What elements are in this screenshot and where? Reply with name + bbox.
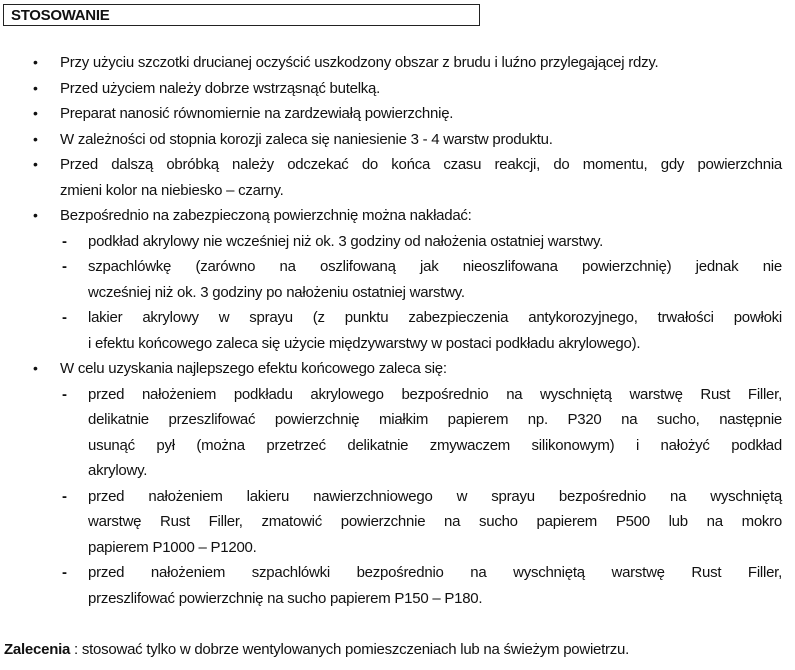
sub-item bbox=[0, 560, 795, 611]
sub-item bbox=[0, 305, 795, 356]
dash-icon: - bbox=[62, 385, 67, 403]
text-line: Przed użyciem należy dobrze wstrząsnąć butelką. bbox=[60, 79, 381, 97]
bullet-item bbox=[0, 101, 795, 127]
bullet-item bbox=[0, 356, 795, 382]
section-title: STOSOWANIE bbox=[11, 7, 110, 24]
text-line: papierem P1000 – P1200. bbox=[88, 538, 257, 556]
usage-list bbox=[0, 50, 795, 611]
bullet-icon: • bbox=[33, 79, 38, 96]
text-line: przed nałożeniem szpachlówki bezpośrednio na wyschniętą warstwę Rust Filler, bbox=[88, 564, 782, 581]
sub-item bbox=[0, 229, 795, 255]
text-line: warstwę Rust Filler, zmatowić powierzchnie na sucho papierem P500 lub na mokro bbox=[88, 513, 782, 530]
dash-icon: - bbox=[62, 564, 67, 581]
text-line: szpachlówkę (zarówno na oszlifowaną jak nieoszlifowana powierzchnię) jednak nie bbox=[88, 258, 782, 275]
text-line: Bezpośrednio na zabezpieczoną powierzchnię można nakładać: bbox=[60, 207, 472, 224]
bullet-icon: • bbox=[33, 54, 38, 70]
text-line: przed nałożeniem lakieru nawierzchniowego w sprayu bezpośrednio na wyschniętą bbox=[88, 487, 782, 505]
text-line: W zależności od stopnia korozji zaleca się naniesienie 3 - 4 warstw produktu. bbox=[60, 130, 553, 148]
recommendation-label: Zalecenia bbox=[4, 641, 71, 658]
bullet-icon: • bbox=[33, 207, 38, 223]
text-line: Przed dalszą obróbką należy odczekać do końca czasu reakcji, do momentu, gdy powierzchnia bbox=[60, 156, 782, 173]
text-line: zmieni kolor na niebiesko – czarny. bbox=[60, 181, 284, 199]
bullet-icon: • bbox=[33, 156, 38, 172]
text-line: akrylowy. bbox=[88, 462, 148, 479]
bullet-item bbox=[0, 50, 795, 76]
bullet-item bbox=[0, 76, 795, 102]
text-line: lakier akrylowy w sprayu (z punktu zabezpieczenia antykorozyjnego, trwałości powłoki bbox=[88, 309, 782, 326]
text-line: wcześniej niż ok. 3 godziny po nałożeniu ostatniej warstwy. bbox=[88, 283, 465, 301]
text-line: delikatnie przeszlifować powierzchnię miałkim papierem np. P320 na sucho, następnie bbox=[88, 411, 782, 428]
sub-item bbox=[0, 382, 795, 484]
bullet-icon: • bbox=[33, 130, 38, 147]
section-title-box bbox=[3, 4, 480, 26]
text-line: podkład akrylowy nie wcześniej niż ok. 3 godziny od nałożenia ostatniej warstwy. bbox=[88, 232, 603, 250]
dash-icon: - bbox=[62, 309, 67, 326]
dash-icon: - bbox=[62, 487, 67, 505]
recommendation-note bbox=[4, 637, 629, 663]
sub-item bbox=[0, 254, 795, 305]
dash-icon: - bbox=[62, 232, 67, 250]
text-line: przeszlifować powierzchnię na sucho papierem P150 – P180. bbox=[88, 589, 483, 607]
text-line: i efektu końcowego zaleca się użycie międzywarstwy w postaci podkładu akrylowego). bbox=[88, 334, 641, 352]
bullet-icon: • bbox=[33, 360, 38, 376]
dash-icon: - bbox=[62, 258, 67, 275]
text-line: przed nałożeniem podkładu akrylowego bezpośrednio na wyschniętą warstwę Rust Filler, bbox=[88, 385, 782, 403]
bullet-item bbox=[0, 127, 795, 153]
bullet-item bbox=[0, 152, 795, 203]
text-line: W celu uzyskania najlepszego efektu końcowego zaleca się: bbox=[60, 360, 447, 377]
text-line: usunąć pył (można przetrzeć delikatnie zmywaczem silikonowym) i nałożyć podkład bbox=[88, 436, 782, 454]
text-line: Przy użyciu szczotki drucianej oczyścić uszkodzony obszar z brudu i luźno przylegającej rdzy. bbox=[60, 54, 659, 71]
bullet-icon: • bbox=[33, 105, 38, 121]
recommendation-separator: : bbox=[70, 641, 82, 658]
bullet-item bbox=[0, 203, 795, 229]
sub-item bbox=[0, 484, 795, 561]
text-line: Preparat nanosić równomiernie na zardzewiałą powierzchnię. bbox=[60, 105, 454, 122]
recommendation-text: stosować tylko w dobrze wentylowanych pomieszczeniach lub na świeżym powietrzu. bbox=[81, 641, 630, 658]
